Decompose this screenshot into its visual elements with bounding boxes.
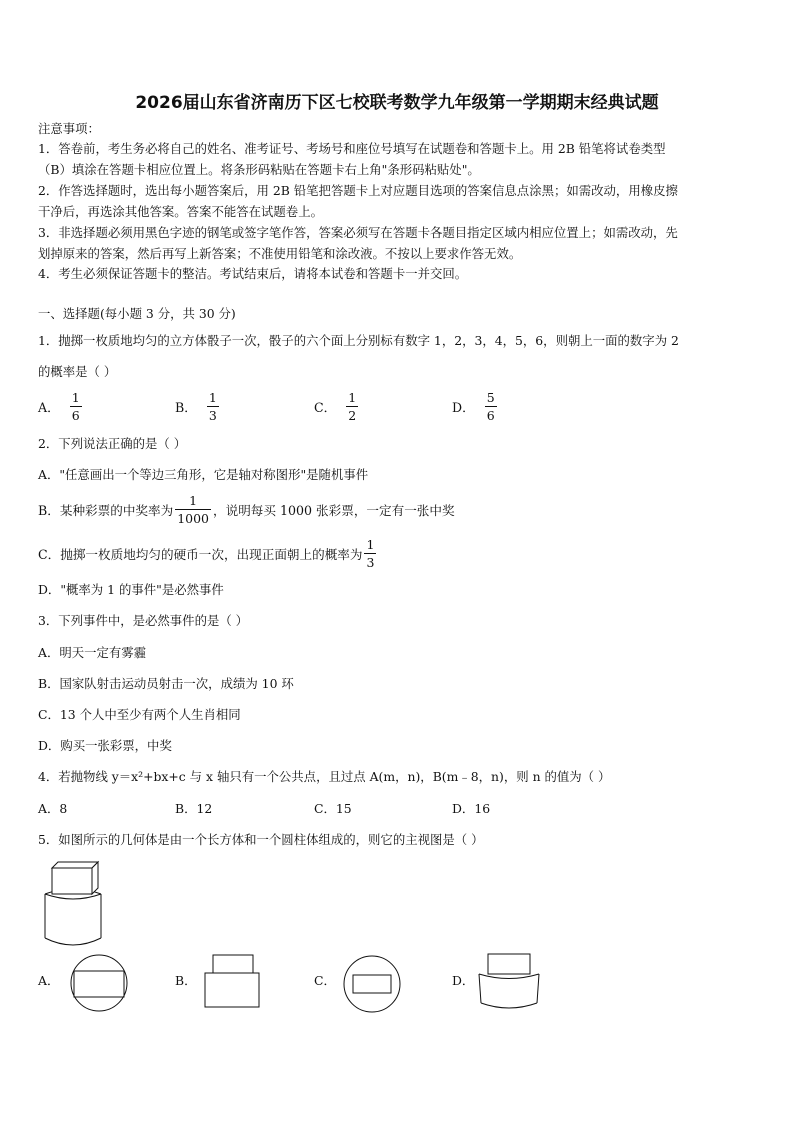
option-label: D． (452, 400, 475, 415)
question-2-stem: 2．下列说法正确的是（ ） (38, 436, 187, 451)
question-5-option-d-figure (476, 951, 546, 1013)
question-1-stem: 1．抛掷一枚质地均匀的立方体骰子一次，骰子的六个面上分别标有数字 1，2，3，4，5，6，则朝上一面的数字为 2 (38, 333, 679, 348)
question-2-option-c (38, 537, 378, 570)
fraction (364, 537, 376, 570)
fraction-denominator: 6 (486, 408, 495, 423)
notice-line: （B）填涂在答题卡相应位置上。将条形码粘贴在答题卡右上角"条形码粘贴处"。 (38, 162, 480, 177)
fraction-numerator: 1 (208, 390, 217, 405)
notice-line: 2．作答选择题时，选出每小题答案后，用 2B 铅笔把答题卡上对应题目选项的答案信息点涂黑；如需改动，用橡皮擦 (38, 183, 678, 198)
notice-line: 划掉原来的答案，然后再写上新答案；不准使用铅笔和涂改液。不按以上要求作答无效。 (38, 246, 522, 261)
question-4-option-d: D．16 (452, 801, 491, 816)
option-label: C． (314, 400, 337, 415)
option-text: B．某种彩票的中奖率为 (38, 503, 174, 518)
fraction (207, 390, 219, 423)
fraction-numerator: 1 (189, 493, 198, 508)
question-1-option-c (314, 390, 360, 423)
fraction-numerator: 1 (366, 537, 375, 552)
fraction-numerator: 1 (71, 390, 80, 405)
page-title: 2026届山东省济南历下区七校联考数学九年级第一学期期末经典试题 (135, 93, 659, 113)
notice-line: 干净后，再选涂其他答案。答案不能答在试题卷上。 (38, 204, 323, 219)
question-3-option-c: C．13 个人中至少有两个人生肖相同 (38, 707, 241, 722)
question-2-option-d: D．"概率为 1 的事件"是必然事件 (38, 582, 224, 597)
question-5-option-b-label: B． (175, 973, 197, 988)
fraction-denominator: 3 (366, 555, 375, 570)
question-5-stem: 5．如图所示的几何体是由一个长方体和一个圆柱体组成的，则它的主视图是（ ） (38, 832, 484, 847)
notice-line: 4．考生必须保证答题卡的整洁。考试结束后，请将本试卷和答题卡一并交回。 (38, 266, 468, 281)
fraction (175, 493, 211, 526)
question-4-option-c: C．15 (314, 801, 352, 816)
fraction (70, 390, 82, 423)
fraction (485, 390, 497, 423)
question-1-option-a (38, 390, 84, 423)
question-1-stem-cont: 的概率是（ ） (38, 364, 117, 379)
fraction-denominator: 2 (348, 408, 357, 423)
notice-line: 3．非选择题必须用黑色字迹的钢笔或签字笔作答，答案必须写在答题卡各题目指定区域内相应位置上；如需改动，先 (38, 225, 678, 240)
question-3-option-b: B．国家队射击运动员射击一次，成绩为 10 环 (38, 676, 294, 691)
notice-line: 1．答卷前，考生务必将自己的姓名、准考证号、考场号和座位号填写在试题卷和答题卡上。用 2B 铅笔将试卷类型 (38, 141, 666, 156)
question-3-option-a: A．明天一定有雾霾 (38, 645, 147, 660)
notice-heading: 注意事项： (38, 121, 100, 136)
question-4-stem: 4．若抛物线 y＝x²+bx+c 与 x 轴只有一个公共点，且过点 A(m，n)，B(m﹣8，n)，则 n 的值为（ ） (38, 769, 611, 784)
fraction-numerator: 1 (348, 390, 357, 405)
question-5-option-a-figure (68, 952, 130, 1014)
option-label: A． (38, 400, 60, 415)
question-5-option-c-figure (341, 953, 403, 1015)
question-2-option-b (38, 493, 455, 526)
question-3-stem: 3．下列事件中，是必然事件的是（ ） (38, 613, 249, 628)
question-2-option-a: A．"任意画出一个等边三角形，它是轴对称图形"是随机事件 (38, 467, 369, 482)
fraction-numerator: 5 (486, 390, 495, 405)
question-4-option-a: A．8 (38, 801, 68, 816)
fraction-denominator: 6 (71, 408, 80, 423)
geometry-solid-figure (40, 858, 106, 958)
question-3-option-d: D．购买一张彩票，中奖 (38, 738, 172, 753)
fraction-denominator: 1000 (177, 511, 210, 526)
question-5-option-a-label: A． (38, 973, 60, 988)
option-text: ，说明每买 1000 张彩票，一定有一张中奖 (213, 503, 455, 518)
question-4-option-b: B．12 (175, 801, 213, 816)
option-text: C．抛掷一枚质地均匀的硬币一次，出现正面朝上的概率为 (38, 547, 363, 562)
question-5-option-c-label: C． (314, 973, 336, 988)
question-1-option-d (452, 390, 499, 423)
question-5-option-d-label: D． (452, 973, 475, 988)
question-1-option-b (175, 390, 221, 423)
section-heading: 一、选择题(每小题 3 分，共 30 分) (38, 306, 236, 321)
option-label: B． (175, 400, 197, 415)
question-5-option-b-figure (203, 953, 261, 1011)
fraction (346, 390, 358, 423)
fraction-denominator: 3 (208, 408, 217, 423)
